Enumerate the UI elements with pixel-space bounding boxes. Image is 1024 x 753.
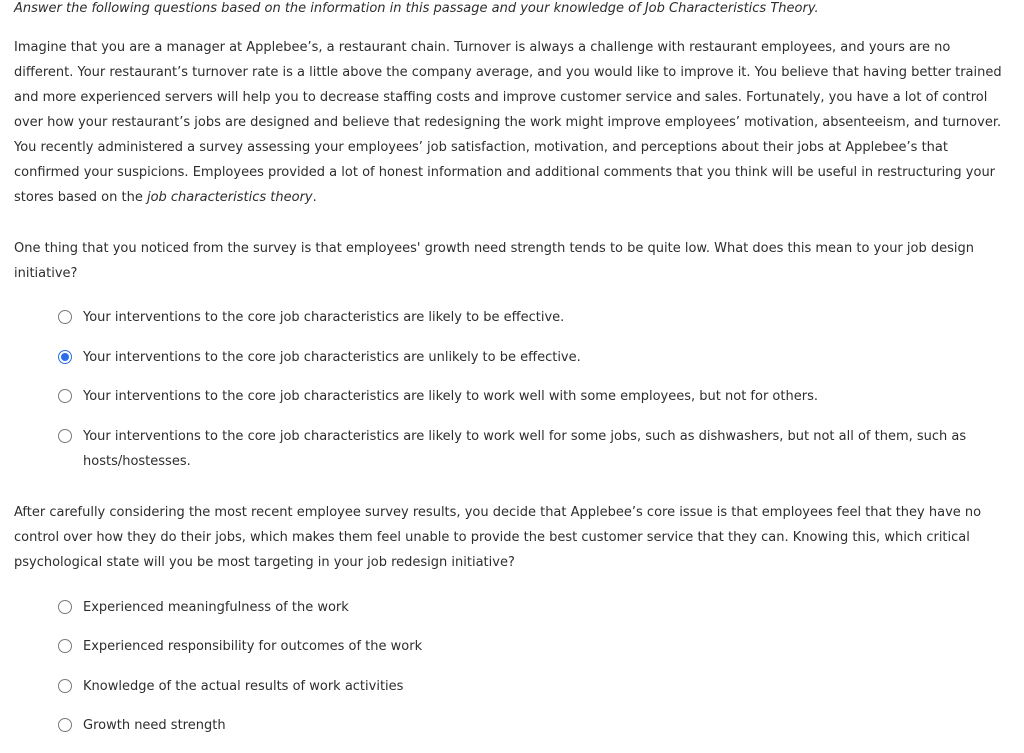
option-label: Experienced meaningfulness of the work [83, 599, 349, 615]
question-1-prompt: One thing that you noticed from the survey is that employees' growth need strength tends to be quite low. What does this mean to your job design initiative? [14, 241, 974, 281]
question-1-options [14, 305, 1004, 474]
radio-button-icon[interactable] [58, 639, 72, 653]
question-1-option-4[interactable] [14, 424, 1004, 474]
radio-button-icon[interactable] [58, 350, 72, 364]
question-1-option-2[interactable] [14, 345, 1004, 370]
question-1-option-1[interactable] [14, 305, 1004, 330]
question-2-prompt: After carefully considering the most recent employee survey results, you decide that Applebee’s core issue is that employees feel that they have no control over how they do their jobs, which makes them feel unable to provide the best customer service that they can. Knowing this, which critical psychological state will you be most targeting in your job redesign initiative? [14, 504, 982, 570]
question-2-option-2[interactable] [14, 634, 1004, 659]
passage-emphasis: job characteristics theory [146, 190, 313, 205]
instructions-text: Answer the following questions based on the information in this passage and your knowledge of Job Characteristics Theory. [14, 1, 819, 16]
passage-body: Imagine that you are a manager at Applebee’s, a restaurant chain. Turnover is always a challenge with restaurant employees, and yours are no different. Your restaurant’s turnover rate is a little above the company average, and you would like to improve it. You believe that having better trained and more experienced servers will help you to decrease staffing costs and improve customer service and sales. Fortunately, you have a lot of control over how your restaurant’s jobs are designed and believe that redesigning the work might improve employees’ motivation, absenteeism, and turnover. You recently administered a survey assessing your employees’ job satisfaction, motivation, and perceptions about their jobs at Applebee’s that confirmed your suspicions. Employees provided a lot of honest information and additional comments that you think will be useful in restructuring your stores based on the [14, 40, 1002, 205]
question-1-option-3[interactable] [14, 384, 1004, 409]
passage-end: . [312, 190, 317, 205]
option-label: Your interventions to the core job characteristics are likely to work well for some jobs, such as dishwashers, but not all of them, such as hosts/hostesses. [83, 428, 967, 469]
radio-button-icon[interactable] [58, 310, 72, 324]
question-2-option-3[interactable] [14, 674, 1004, 699]
question-2-option-1[interactable] [14, 595, 1004, 620]
question-2-option-4[interactable] [14, 713, 1004, 738]
option-label: Your interventions to the core job characteristics are likely to be effective. [83, 310, 565, 325]
question-2 [14, 500, 1004, 739]
option-label: Your interventions to the core job characteristics are likely to work well with some employees, but not for others. [83, 389, 818, 404]
radio-button-icon[interactable] [58, 679, 72, 693]
radio-button-icon[interactable] [58, 389, 72, 403]
radio-button-icon[interactable] [58, 429, 72, 443]
option-label: Your interventions to the core job characteristics are unlikely to be effective. [83, 349, 581, 365]
quiz-page [14, 0, 1004, 753]
question-1 [14, 236, 1004, 474]
option-label: Knowledge of the actual results of work activities [83, 678, 404, 694]
radio-button-icon[interactable] [58, 600, 72, 614]
passage-text [14, 35, 1004, 210]
radio-button-icon[interactable] [58, 718, 72, 732]
question-2-options [14, 595, 1004, 739]
option-label: Growth need strength [83, 718, 226, 733]
option-label: Experienced responsibility for outcomes of the work [83, 639, 423, 654]
